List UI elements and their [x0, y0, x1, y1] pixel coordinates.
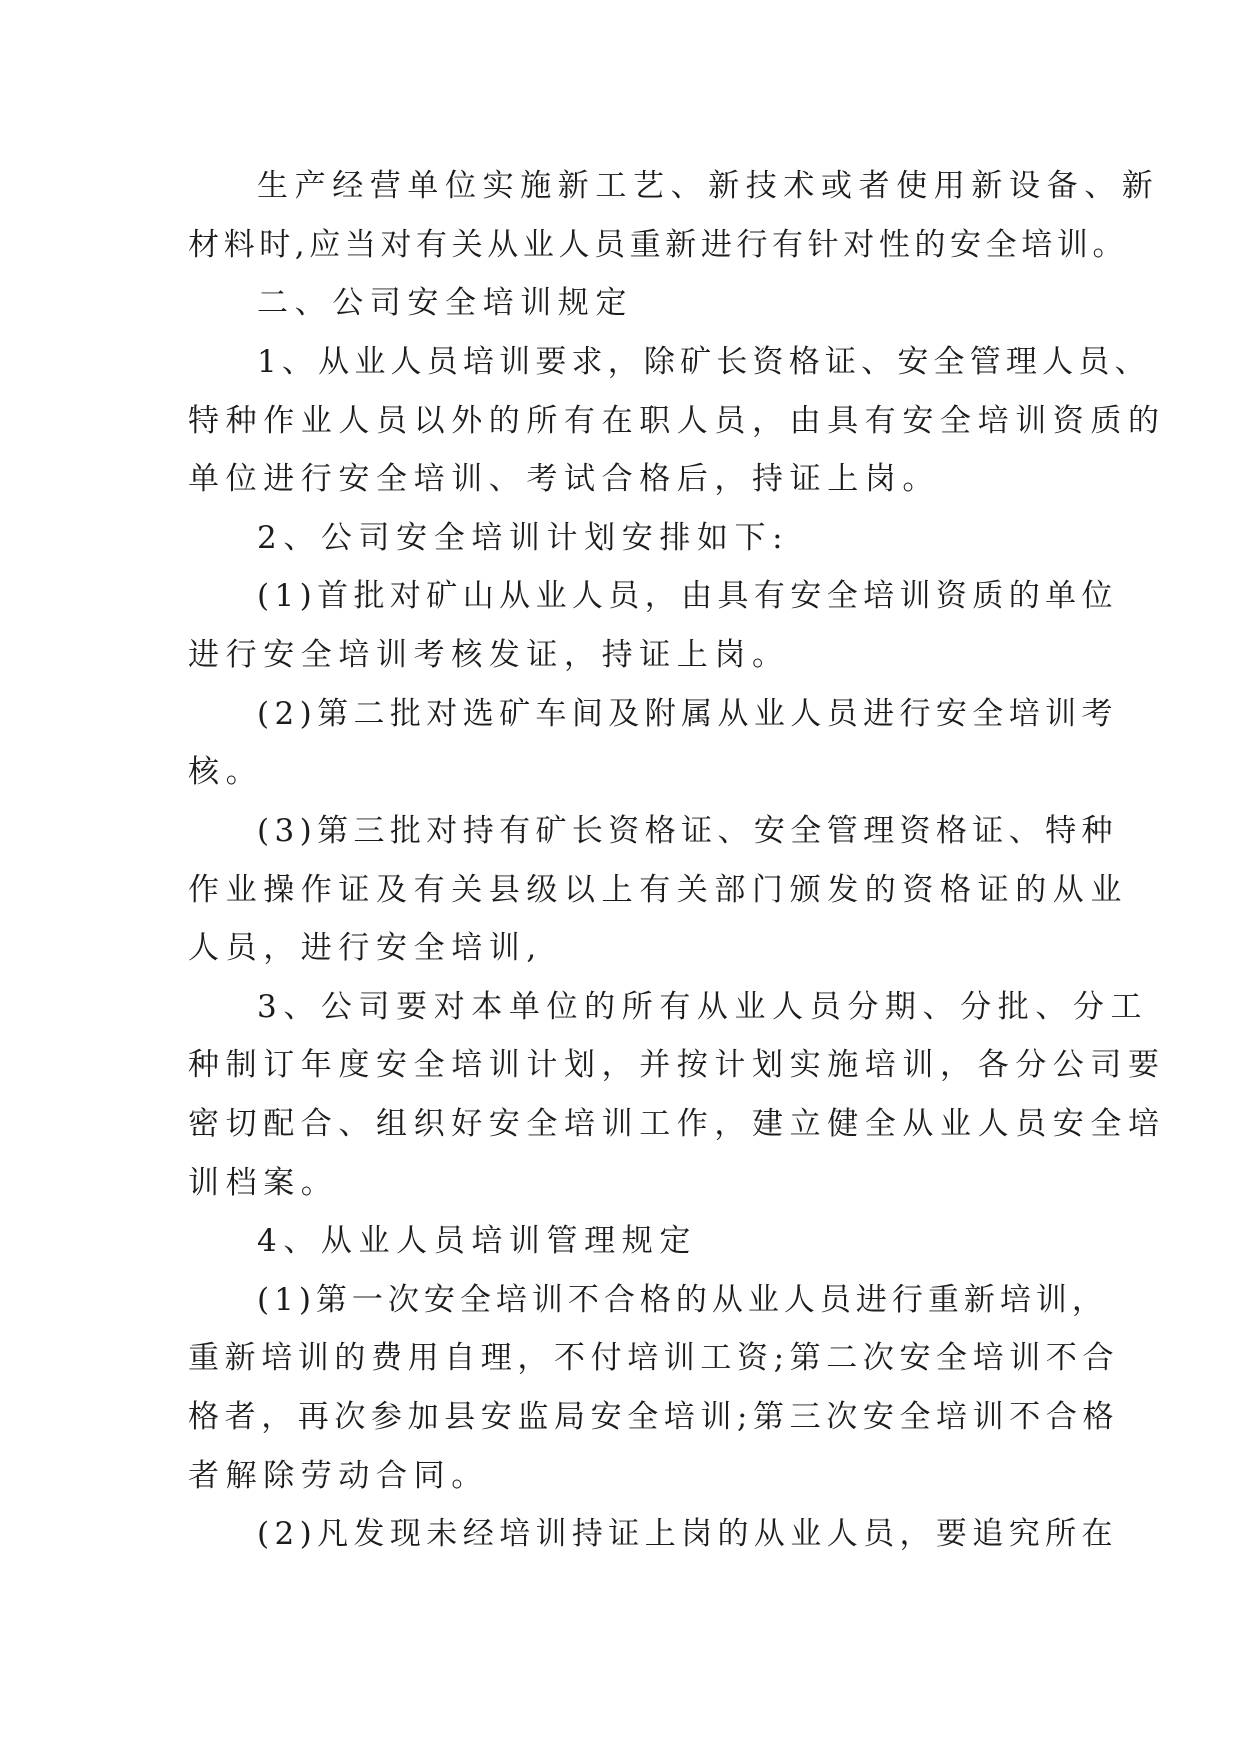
- paragraph-line: 人员，进行安全培训,: [188, 930, 543, 966]
- paragraph-line: 进行安全培训考核发证，持证上岗。: [188, 637, 790, 673]
- paragraph-line: 者解除劳动合同。: [188, 1458, 489, 1494]
- paragraph-line: (1)第一次安全培训不合格的从业人员进行重新培训，: [257, 1282, 1108, 1318]
- paragraph-line: (3)第三批对持有矿长资格证、安全管理资格证、特种: [257, 813, 1118, 849]
- paragraph-line: 3、公司要对本单位的所有从业人员分期、分批、分工: [257, 989, 1149, 1025]
- paragraph-line: 生产经营单位实施新工艺、新技术或者使用新设备、新: [257, 168, 1160, 204]
- paragraph-line: 材料时,应当对有关从业人员重新进行有针对性的安全培训。: [188, 227, 1129, 263]
- paragraph-line: 格者，再次参加县安监局安全培训;第三次安全培训不合格: [188, 1399, 1120, 1435]
- paragraph-line: 重新培训的费用自理，不付培训工资;第二次安全培训不合: [188, 1340, 1120, 1376]
- paragraph-line: (1)首批对矿山从业人员，由具有安全培训资质的单位: [257, 578, 1118, 614]
- paragraph-line: 种制订年度安全培训计划，并按计划实施培训，各分公司要: [188, 1047, 1166, 1083]
- paragraph-line: 4、从业人员培训管理规定: [257, 1223, 697, 1259]
- paragraph-line: 单位进行安全培训、考试合格后，持证上岗。: [188, 461, 940, 497]
- paragraph-line: 作业操作证及有关县级以上有关部门颁发的资格证的从业: [188, 872, 1128, 908]
- paragraph-line: 1、从业人员培训要求，除矿长资格证、安全管理人员、: [257, 344, 1151, 380]
- paragraph-line: 特种作业人员以外的所有在职人员，由具有安全培训资质的: [188, 403, 1166, 439]
- paragraph-line: 训档案。: [188, 1165, 339, 1201]
- paragraph-line: 核。: [188, 754, 264, 790]
- paragraph-line: 密切配合、组织好安全培训工作，建立健全从业人员安全培: [188, 1106, 1166, 1142]
- section-heading: 二、公司安全培训规定: [257, 285, 633, 321]
- paragraph-line: (2)凡发现未经培训持证上岗的从业人员，要追究所在: [257, 1516, 1118, 1552]
- paragraph-line: (2)第二批对选矿车间及附属从业人员进行安全培训考: [257, 696, 1118, 732]
- paragraph-line: 2、公司安全培训计划安排如下:: [257, 520, 790, 556]
